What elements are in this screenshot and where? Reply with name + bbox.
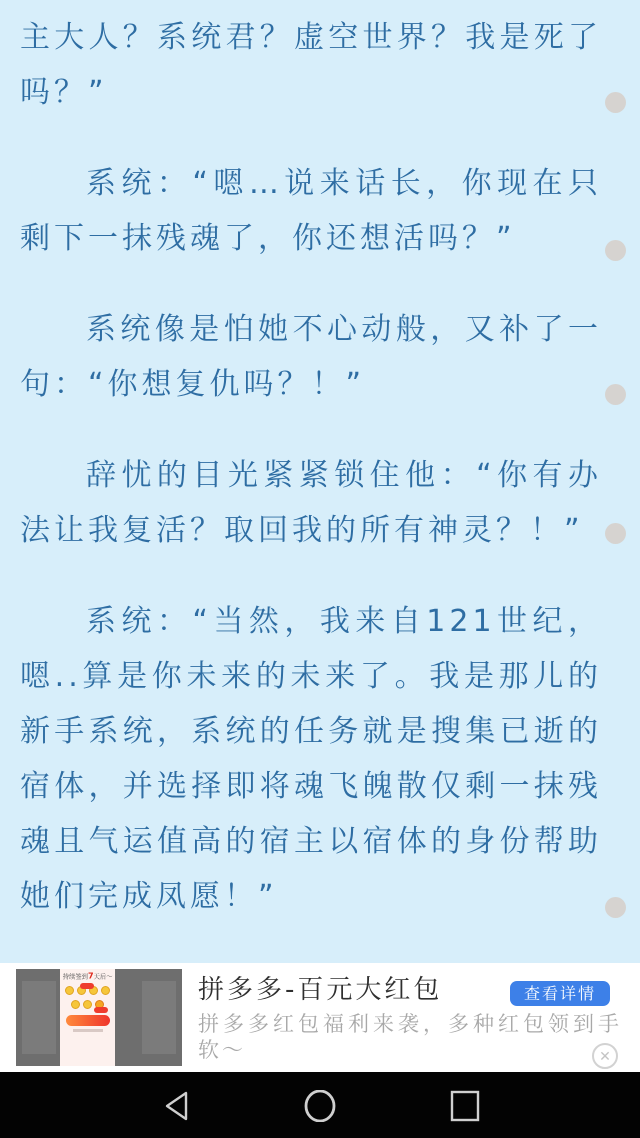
coin-icon <box>71 1000 80 1009</box>
paragraph-note-dot-icon[interactable] <box>605 523 626 544</box>
paragraph: 辞忧的目光紧紧锁住他：“你有办法让我复活？取回我的所有神灵？！” <box>20 458 602 548</box>
paragraph: 主大人？系统君？虚空世界？我是死了吗？” <box>20 20 602 110</box>
coin-icon <box>83 1000 92 1009</box>
thumbnail-claim-button <box>66 1015 110 1026</box>
paragraph: 系统：“当然，我来自121世纪，嗯..算是你未来的未来了。我是那儿的新手系统，系统的任务就是搜集已逝的宿体，并选择即将魂飞魄散仅剩一抹残魂且气运值高的宿主以宿体的身份帮助她们完成凤愿！” <box>20 604 602 914</box>
red-badge <box>80 983 94 989</box>
thumbnail-side-panel <box>22 981 56 1054</box>
android-navbar <box>0 1072 640 1138</box>
ad-cta-button[interactable]: 查看详情 <box>510 981 610 1006</box>
ad-title: 拼多多-百元大红包 <box>198 975 443 1005</box>
coin-icon <box>65 986 74 995</box>
paragraph-note-dot-icon[interactable] <box>605 897 626 918</box>
ad-thumbnail-image[interactable] <box>16 969 182 1066</box>
red-number: 7 <box>87 972 94 982</box>
paragraph: 系统像是怕她不心动般，又补了一句：“你想复仇吗？！” <box>20 312 602 402</box>
red-badge <box>94 1007 108 1013</box>
paragraph-note-dot-icon[interactable] <box>605 240 626 261</box>
thumbnail-caption <box>73 1029 103 1032</box>
ad-close-icon[interactable]: ✕ <box>592 1043 618 1069</box>
thumbnail-phone-screenshot <box>60 969 115 1066</box>
coin-icon <box>101 986 110 995</box>
ad-subtitle: 拼多多红包福利来袭，多种红包领到手软～ <box>198 1012 622 1062</box>
paragraph-note-dot-icon[interactable] <box>605 384 626 405</box>
ad-banner[interactable] <box>0 963 640 1072</box>
paragraph-note-dot-icon[interactable] <box>605 92 626 113</box>
paragraph: 系统：“嗯…说来话长，你现在只剩下一抹残魂了，你还想活吗？” <box>20 166 602 256</box>
thumbnail-side-panel <box>142 981 176 1054</box>
thumbnail-headline: 持续签到7天后～ <box>62 972 113 982</box>
nav-recents-icon[interactable] <box>449 1090 481 1122</box>
nav-home-icon[interactable] <box>303 1090 337 1122</box>
nav-back-icon[interactable] <box>162 1090 194 1122</box>
